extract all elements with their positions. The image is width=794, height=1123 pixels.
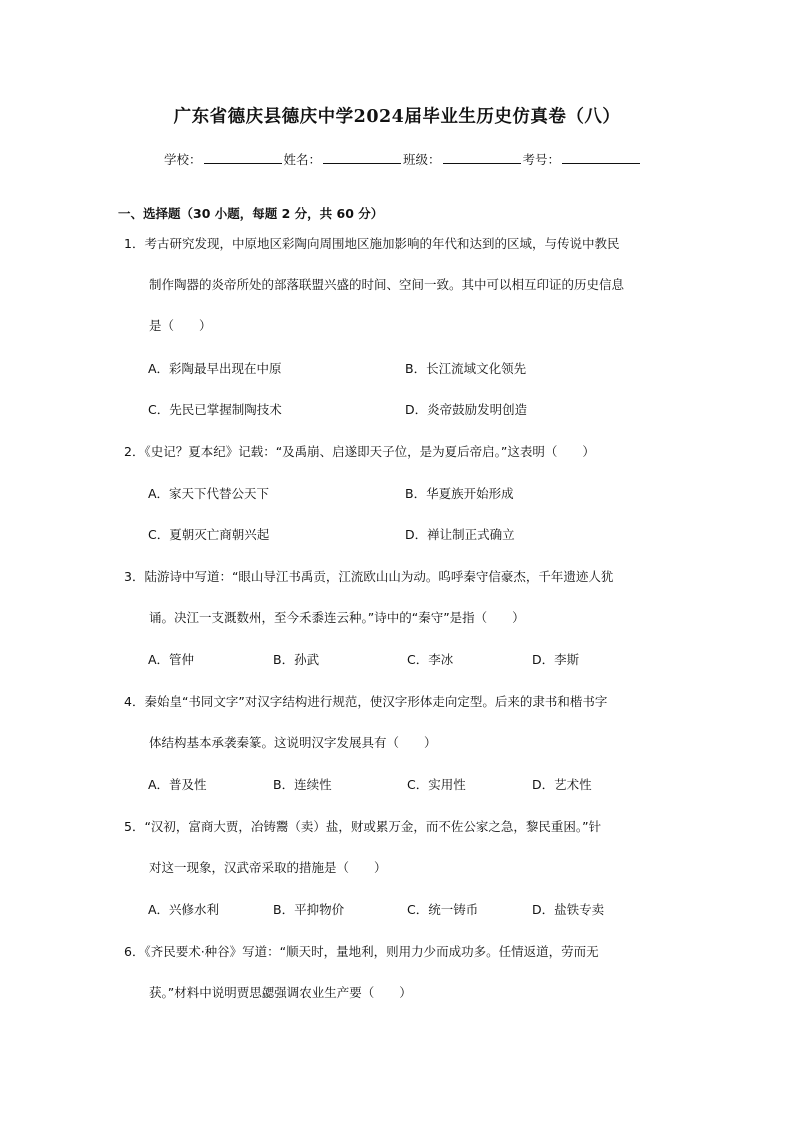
option-a[interactable]: A．普及性 [148, 777, 207, 792]
name-blank[interactable] [323, 151, 401, 164]
question-3 [124, 567, 684, 649]
option-a[interactable]: A．彩陶最早出现在中原 [148, 361, 282, 376]
school-label: 学校： [164, 152, 202, 167]
option-c[interactable]: C．统一铸币 [407, 902, 479, 917]
number-label: 考号： [522, 152, 561, 167]
question-line: 1．考古研究发现，中原地区彩陶向周围地区施加影响的年代和达到的区域，与传说中教民 [124, 236, 620, 251]
class-label: 班级： [403, 152, 441, 167]
school-blank[interactable] [204, 151, 282, 164]
question-line: 体结构基本承袭秦篆。这说明汉字发展具有（ ） [149, 735, 437, 750]
question-1 [124, 234, 684, 357]
option-d[interactable]: D．艺术性 [532, 777, 592, 792]
question-line: 对这一现象，汉武帝采取的措施是（ ） [149, 860, 387, 875]
option-c[interactable]: C．夏朝灭亡商朝兴起 [148, 527, 270, 542]
option-b[interactable]: B．平抑物价 [273, 902, 345, 917]
option-d[interactable]: D．李斯 [532, 652, 580, 667]
section-heading: 一、选择题（30 小题，每题 2 分，共 60 分） [118, 206, 384, 221]
question-4 [124, 692, 684, 774]
option-c[interactable]: C．先民已掌握制陶技术 [148, 402, 282, 417]
question-line: 是（ ） [149, 318, 212, 333]
option-d[interactable]: D．炎帝鼓励发明创造 [405, 402, 528, 417]
option-a[interactable]: A．兴修水利 [148, 902, 220, 917]
question-line: 2．《史记？夏本纪》记载：“及禹崩、启遂即天子位，是为夏后帝启。”这表明（ ） [124, 444, 595, 459]
question-6 [124, 942, 684, 1024]
question-2 [124, 442, 684, 483]
option-d[interactable]: D．盐铁专卖 [532, 902, 605, 917]
student-info-row [164, 150, 642, 168]
option-b[interactable]: B．华夏族开始形成 [405, 486, 514, 501]
question-line: 6．《齐民要术·种谷》写道：“顺天时，量地利，则用力少而成功多。任情返道，劳而无 [124, 944, 599, 959]
option-b[interactable]: B．连续性 [273, 777, 332, 792]
class-blank[interactable] [443, 151, 521, 164]
question-line: 5．“汉初，富商大贾，冶铸鬻（卖）盐，财或累万金，而不佐公家之急，黎民重困。”针 [124, 819, 602, 834]
number-blank[interactable] [562, 151, 640, 164]
option-b[interactable]: B．长江流域文化领先 [405, 361, 527, 376]
option-c[interactable]: C．李冰 [407, 652, 454, 667]
question-5 [124, 817, 684, 899]
option-b[interactable]: B．孙武 [273, 652, 320, 667]
question-line: 3．陆游诗中写道：“眼山导江书禹贡，江流欧山山为动。呜呼秦守信豪杰，千年遗迹人犹 [124, 569, 614, 584]
option-c[interactable]: C．实用性 [407, 777, 466, 792]
question-line: 制作陶器的炎帝所处的部落联盟兴盛的时间、空间一致。其中可以相互印证的历史信息 [149, 277, 625, 292]
name-label: 姓名： [283, 152, 322, 167]
option-a[interactable]: A．管仲 [148, 652, 195, 667]
question-line: 4．秦始皇“书同文字”对汉字结构进行规范，使汉字形体走向定型。后来的隶书和楷书字 [124, 694, 608, 709]
question-line: 诵。决江一支溉数州，至今禾黍连云种。”诗中的“秦守”是指（ ） [149, 610, 525, 625]
option-d[interactable]: D．禅让制正式确立 [405, 527, 515, 542]
exam-title: 广东省德庆县德庆中学2024届毕业生历史仿真卷（八） [173, 107, 621, 127]
question-line: 获。”材料中说明贾思勰强调农业生产要（ ） [149, 985, 412, 1000]
option-a[interactable]: A．家天下代替公天下 [148, 486, 270, 501]
